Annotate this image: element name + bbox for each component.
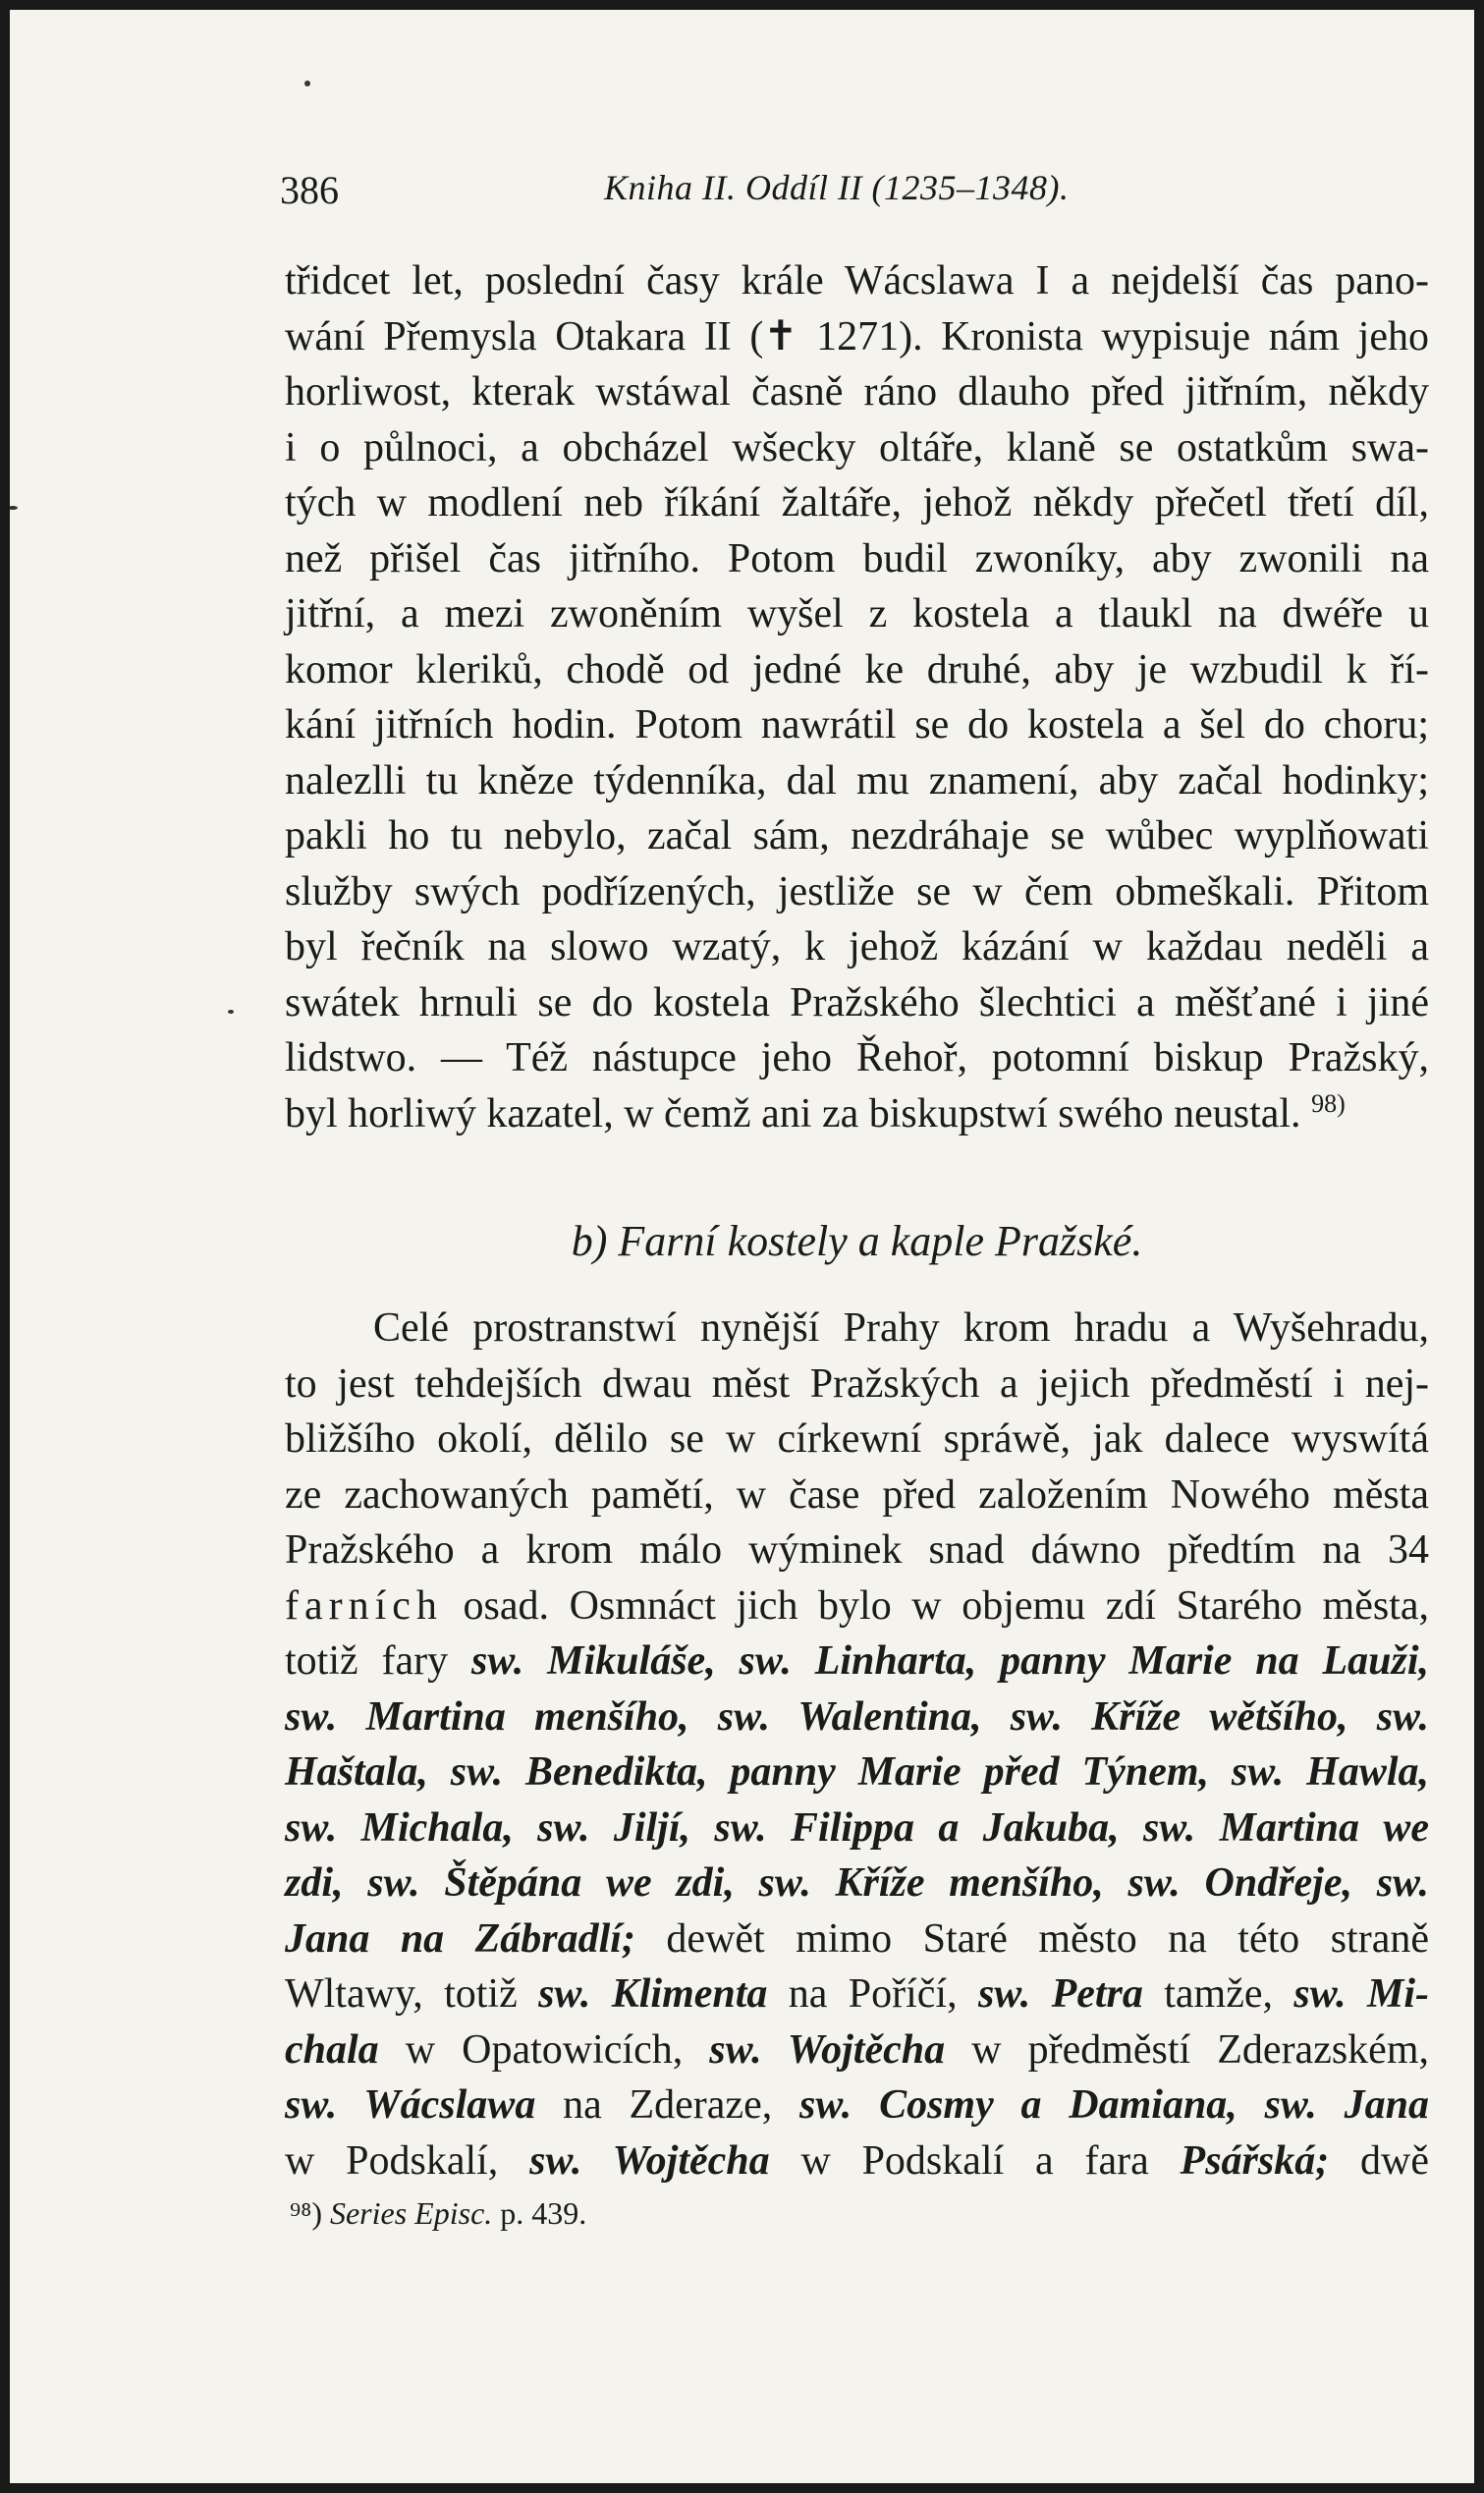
church-names: sw. Wojtěcha <box>529 2137 770 2184</box>
text-line <box>285 1856 1429 1911</box>
text-run: dwě <box>1329 2137 1430 2184</box>
text-line: komor kleriků, chodě od jedné ke druhé, aby je wzbudil k ří- <box>285 646 1429 692</box>
church-names: sw. Petra <box>977 1971 1143 2017</box>
speck-mark <box>304 81 310 86</box>
text-line: wání Přemysla Otakara II (✝ 1271). Kronista wypisuje nám jeho <box>285 313 1429 360</box>
text-line: lidstwo. — Též nástupce jeho Řehoř, potomní biskup Pražský, <box>285 1035 1429 1080</box>
text-line: bližšího okolí, dělilo se w církewní spráwě, jak dalece wyswítá <box>285 1416 1429 1462</box>
church-names: sw. Mikuláše, sw. Linharta, panny Marie na Lauži, <box>471 1638 1429 1684</box>
church-names: sw. Mi- <box>1293 1971 1430 2017</box>
book-page <box>10 10 1474 2483</box>
text-line <box>285 2133 1429 2189</box>
text-run: w Podskalí, <box>285 2137 530 2184</box>
speck-mark <box>10 506 18 510</box>
page-header <box>280 167 1429 226</box>
text-line <box>285 1745 1429 1800</box>
text-line: i o půlnoci, a obcházel wšecky oltáře, klaně se ostatkům swa- <box>285 424 1429 471</box>
text-line: swátek hrnuli se do kostela Pražského šlechtici a měšťané i jiné <box>285 979 1429 1025</box>
text-line: Celé prostranstwí nynější Prahy krom hradu a Wyšehradu, <box>373 1305 1429 1351</box>
footnote <box>290 2195 586 2232</box>
church-names: sw. Martina menšího, sw. Walentina, sw. Kříže wětšího, sw. <box>285 1693 1429 1740</box>
text-line-content: byl horliwý kazatel, w čemž ani za biskupstwí swého neustal. <box>285 1090 1301 1136</box>
church-names: zdi, sw. Štěpána we zdi, sw. Kříže menšího, sw. Ondřeje, sw. <box>285 1860 1429 1906</box>
text-run: na Zderaze, <box>535 2082 799 2128</box>
church-names: Psářská; <box>1180 2137 1330 2184</box>
text-run: w Opatowicích, <box>378 2026 710 2073</box>
running-head: Kniha II. Oddíl II (1235–1348). <box>604 168 1070 207</box>
footnote-reference: 98) <box>1311 1088 1346 1118</box>
church-names: sw. Wácslawa <box>285 2082 536 2128</box>
text-run: na Poříčí, <box>767 1971 978 2017</box>
text-line: třidcet let, poslední časy krále Wácslawa I a nejdelší čas pano- <box>285 258 1429 304</box>
footnote-marker: ⁹⁸) <box>290 2195 322 2231</box>
text-line <box>285 1086 1429 1142</box>
paragraph-2 <box>285 1301 1429 2188</box>
text-line: nalezlli tu kněze týdenníka, dal mu znamení, aby začal hodinky; <box>285 757 1429 803</box>
footnote-source: Series Episc. <box>329 2195 493 2231</box>
paragraph-1 <box>285 253 1429 1141</box>
church-names: chala <box>285 2026 379 2073</box>
section-heading: b) Farní kostely a kaple Pražské. <box>571 1217 1143 1265</box>
church-names: sw. Michala, sw. Jiljí, sw. Filippa a Jakuba, sw. Martina we <box>285 1804 1429 1851</box>
church-names: sw. Wojtěcha <box>709 2026 946 2073</box>
text-run: osad. Osmnáct jich bylo w objemu zdí Starého města, <box>442 1582 1429 1629</box>
text-line <box>285 1911 1429 1967</box>
church-names: sw. Cosmy a Damiana, sw. Jana <box>799 2082 1429 2128</box>
text-run: w Podskalí a fara <box>769 2137 1181 2184</box>
footnote-page: p. 439. <box>492 2195 587 2231</box>
text-run: w předměstí Zderazském, <box>945 2026 1429 2073</box>
text-line: horliwost, kterak wstáwal časně ráno dlauho před jitřním, někdy <box>285 369 1429 415</box>
church-names: Haštala, sw. Benedikta, panny Marie před Týnem, sw. Hawla, <box>285 1749 1429 1795</box>
text-line: kání jitřních hodin. Potom nawrátil se do kostela a šel do choru; <box>285 702 1429 748</box>
church-names: sw. Klimenta <box>538 1971 768 2017</box>
speck-mark <box>228 1010 234 1014</box>
text-line: než přišel čas jitřního. Potom budil zwoníky, aby zwonili na <box>285 535 1429 582</box>
text-line: ze zachowaných pamětí, w čase před založením Nowého města <box>285 1471 1429 1518</box>
text-line <box>285 1967 1429 2022</box>
text-run: Wltawy, totiž <box>285 1971 539 2017</box>
text-run: tamže, <box>1142 1971 1294 2017</box>
spaced-term: farních <box>285 1582 443 1629</box>
text-line: jitřní, a mezi zwoněním wyšel z kostela a tlaukl na dwéře u <box>285 591 1429 637</box>
text-line: tých w modlení neb říkání žaltáře, jehož někdy přečetl třetí díl, <box>285 480 1429 526</box>
text-line <box>285 1579 1429 1634</box>
text-line: Pražského a krom málo wýminek snad dáwno předtím na 34 <box>285 1527 1429 1573</box>
text-run: totiž fary <box>285 1638 471 1684</box>
text-line <box>285 1800 1429 1856</box>
text-line <box>285 2022 1429 2078</box>
text-line <box>285 1634 1429 1690</box>
text-line: byl řečník na slowo wzatý, k jehož kázání w každau neděli a <box>285 924 1429 970</box>
text-line: pakli ho tu nebylo, začal sám, nezdráhaje se wůbec wyplňowati <box>285 813 1429 859</box>
text-line <box>285 1690 1429 1745</box>
church-names: Jana na Zábradlí; <box>285 1915 635 1962</box>
text-line <box>285 2078 1429 2133</box>
text-line: to jest tehdejších dwau měst Pražských a jejich předměstí i nej- <box>285 1360 1429 1407</box>
text-line: služby swých podřízených, jestliže se w čem obmeškali. Přitom <box>285 868 1429 914</box>
text-run: dewět mimo Staré město na této straně <box>634 1915 1429 1962</box>
page-number: 386 <box>280 168 339 212</box>
